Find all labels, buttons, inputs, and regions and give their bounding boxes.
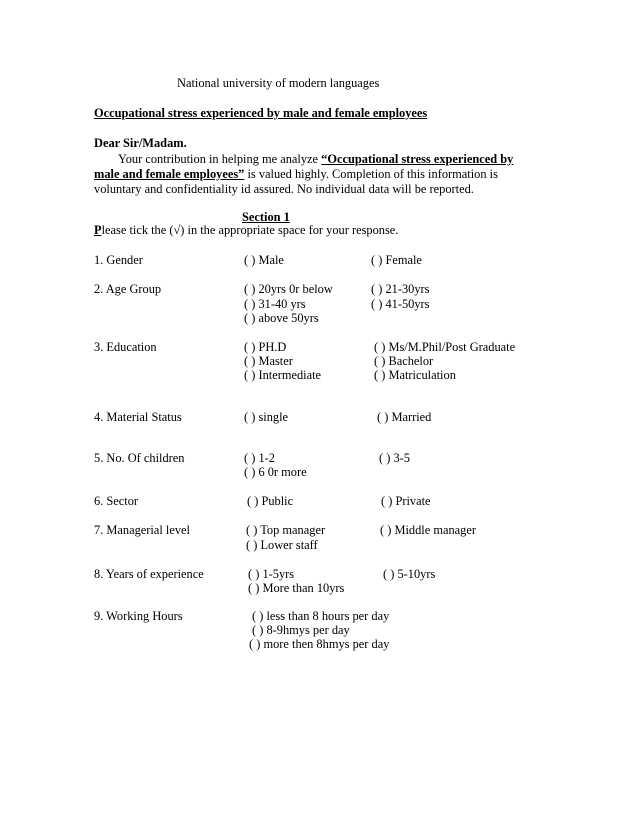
letter-quote-part-2: male and female employees”: [94, 167, 245, 181]
option-ms-mphil[interactable]: ( ) Ms/M.Phil/Post Graduate: [374, 340, 516, 354]
option-age-31-40[interactable]: ( ) 31-40 yrs: [244, 297, 306, 311]
option-children-3-5[interactable]: ( ) 3-5: [379, 451, 410, 465]
option-phd[interactable]: ( ) PH.D: [244, 340, 287, 354]
question-marital-status-label: 4. Material Status: [94, 410, 182, 424]
option-age-20-below[interactable]: ( ) 20yrs 0r below: [244, 282, 333, 296]
option-exp-more-10[interactable]: ( ) More than 10yrs: [248, 581, 345, 595]
letter-line-1: [118, 153, 513, 165]
survey-title: Occupational stress experienced by male and female employees: [94, 106, 428, 120]
option-lower-staff[interactable]: ( ) Lower staff: [246, 538, 318, 552]
question-children-label: 5. No. Of children: [94, 451, 185, 465]
option-private[interactable]: ( ) Private: [381, 494, 431, 508]
option-children-6-more[interactable]: ( ) 6 0r more: [244, 465, 307, 479]
instruction: [94, 224, 398, 236]
letter-quote-part-1: “Occupational stress experienced by: [321, 152, 514, 166]
option-age-above-50[interactable]: ( ) above 50yrs: [244, 311, 319, 325]
option-children-1-2[interactable]: ( ) 1-2: [244, 451, 275, 465]
letter-line-3: voluntary and confidentiality id assured. No individual data will be reported.: [94, 182, 474, 196]
option-public[interactable]: ( ) Public: [247, 494, 294, 508]
question-experience-label: 8. Years of experience: [94, 567, 204, 581]
option-middle-manager[interactable]: ( ) Middle manager: [380, 523, 476, 537]
option-exp-5-10[interactable]: ( ) 5-10yrs: [383, 567, 436, 581]
question-gender-label: 1. Gender: [94, 253, 143, 267]
question-managerial-level-label: 7. Managerial level: [94, 523, 190, 537]
question-age-group-label: 2. Age Group: [94, 282, 162, 296]
question-sector-label: 6. Sector: [94, 494, 139, 508]
section-heading: Section 1: [242, 210, 290, 224]
instruction-first-letter: P: [94, 223, 102, 237]
instruction-text: lease tick the (√) in the appropriate space for your response.: [101, 223, 399, 237]
letter-line-1-prefix: Your contribution in helping me analyze: [118, 152, 322, 166]
option-female[interactable]: ( ) Female: [371, 253, 422, 267]
letter-line-2: [94, 168, 498, 180]
option-hours-more-8[interactable]: ( ) more then 8hmys per day: [249, 637, 390, 651]
option-bachelor[interactable]: ( ) Bachelor: [374, 354, 434, 368]
option-master[interactable]: ( ) Master: [244, 354, 293, 368]
option-age-21-30[interactable]: ( ) 21-30yrs: [371, 282, 430, 296]
option-intermediate[interactable]: ( ) Intermediate: [244, 368, 322, 382]
salutation: Dear Sir/Madam.: [94, 136, 187, 150]
university-name: National university of modern languages: [177, 76, 380, 90]
option-exp-1-5[interactable]: ( ) 1-5yrs: [248, 567, 295, 581]
option-hours-less-8[interactable]: ( ) less than 8 hours per day: [252, 609, 390, 623]
option-male[interactable]: ( ) Male: [244, 253, 284, 267]
option-age-41-50[interactable]: ( ) 41-50yrs: [371, 297, 430, 311]
option-married[interactable]: ( ) Married: [377, 410, 432, 424]
option-single[interactable]: ( ) single: [244, 410, 289, 424]
option-hours-8-9[interactable]: ( ) 8-9hmys per day: [252, 623, 350, 637]
question-education-label: 3. Education: [94, 340, 157, 354]
question-working-hours-label: 9. Working Hours: [94, 609, 183, 623]
letter-line-2-suffix: is valued highly. Completion of this information is: [244, 167, 498, 181]
option-matriculation[interactable]: ( ) Matriculation: [374, 368, 456, 382]
option-top-manager[interactable]: ( ) Top manager: [246, 523, 326, 537]
